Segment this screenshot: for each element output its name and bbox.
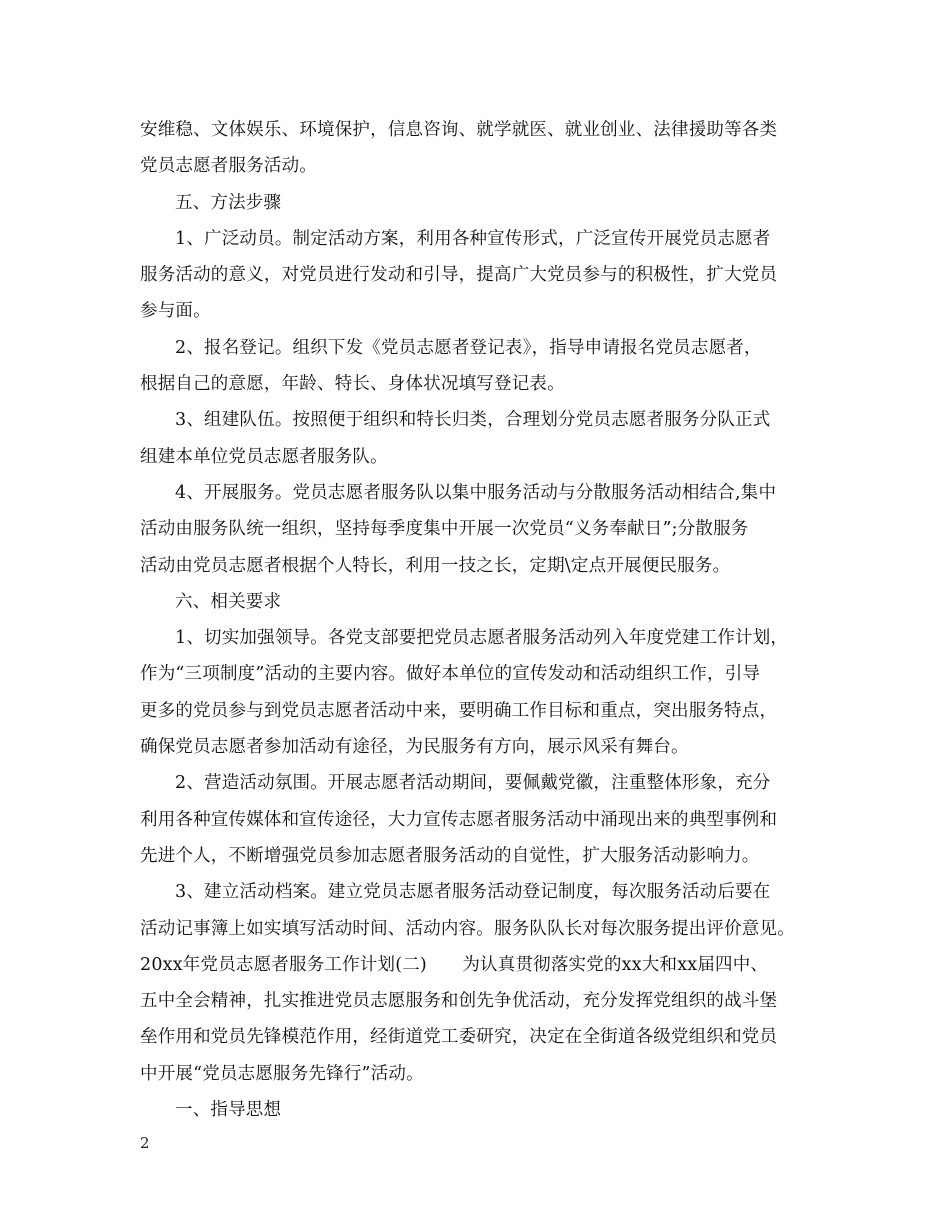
text-line: 活动由党员志愿者根据个人特长，利用一技之长，定期\定点开展便民服务。: [140, 555, 731, 576]
text-line: 根据自己的意愿，年龄、特长、身体状况填写登记表。: [140, 374, 565, 395]
text-line: 中开展“党员志愿服务先锋行”活动。: [140, 1063, 424, 1084]
text-line: 1、切实加强领导。各党支部要把党员志愿者服务活动列入年度党建工作计划，: [175, 628, 789, 649]
text-line: 确保党员志愿者参加活动有途径，为民服务有方向，展示风采有舞台。: [140, 737, 689, 758]
text-line: 服务活动的意义，对党员进行发动和引导，提高广大党员参与的积极性，扩大党员: [140, 265, 778, 286]
text-line: 先进个人，不断增强党员参加志愿者服务活动的自觉性，扩大服务活动影响力。: [140, 845, 760, 866]
text-line: 3、组建队伍。按照便于组织和特长归类，合理划分党员志愿者服务分队正式: [175, 410, 771, 431]
text-line: 一、指导思想: [175, 1100, 282, 1121]
text-line: 3、建立活动档案。建立党员志愿者服务活动登记制度，每次服务活动后要在: [175, 882, 771, 903]
text-line: 活动由服务队统一组织，坚持每季度集中开展一次党员“义务奉献日”;分散服务: [140, 519, 749, 540]
text-line: 垒作用和党员先锋模范作用，经街道党工委研究，决定在全街道各级党组织和党员: [140, 1027, 778, 1048]
body-text: [140, 112, 830, 1128]
text-line: 更多的党员参与到党员志愿者活动中来，要明确工作目标和重点，突出服务特点，: [140, 700, 778, 721]
text-line: 活动记事簿上如实填写活动时间、活动内容。服务队队长对每次服务提出评价意见。: [140, 918, 795, 939]
text-line: 五、方法步骤: [175, 192, 282, 213]
text-line: 2、报名登记。组织下发《党员志愿者登记表》，指导申请报名党员志愿者，: [175, 337, 762, 358]
text-line: 2、营造活动氛围。开展志愿者活动期间，要佩戴党徽，注重整体形象，充分: [175, 773, 771, 794]
text-line: 党员志愿者服务活动。: [140, 156, 317, 177]
text-line: 组建本单位党员志愿者服务队。: [140, 446, 388, 467]
text-line: 20xx年党员志愿者服务工作计划(二) 为认真贯彻落实党的xx大和xx届四中、: [140, 954, 769, 975]
page-number: 2: [140, 1134, 150, 1152]
text-line: 4、开展服务。党员志愿者服务队以集中服务活动与分散服务活动相结合,集中: [175, 482, 777, 503]
text-line: 六、相关要求: [175, 591, 282, 612]
text-line: 1、广泛动员。制定活动方案，利用各种宣传形式，广泛宣传开展党员志愿者: [175, 228, 771, 249]
text-line: 五中全会精神，扎实推进党员志愿服务和创先争优活动，充分发挥党组织的战斗堡: [140, 991, 778, 1012]
text-line: 利用各种宣传媒体和宣传途径，大力宣传志愿者服务活动中涌现出来的典型事例和: [140, 809, 778, 830]
text-line: 安维稳、文体娱乐、环境保护，信息咨询、就学就医、就业创业、法律援助等各类: [140, 120, 778, 140]
text-line: 作为“三项制度”活动的主要内容。做好本单位的宣传发动和活动组织工作，引导: [140, 664, 761, 685]
text-line: 参与面。: [140, 301, 211, 322]
